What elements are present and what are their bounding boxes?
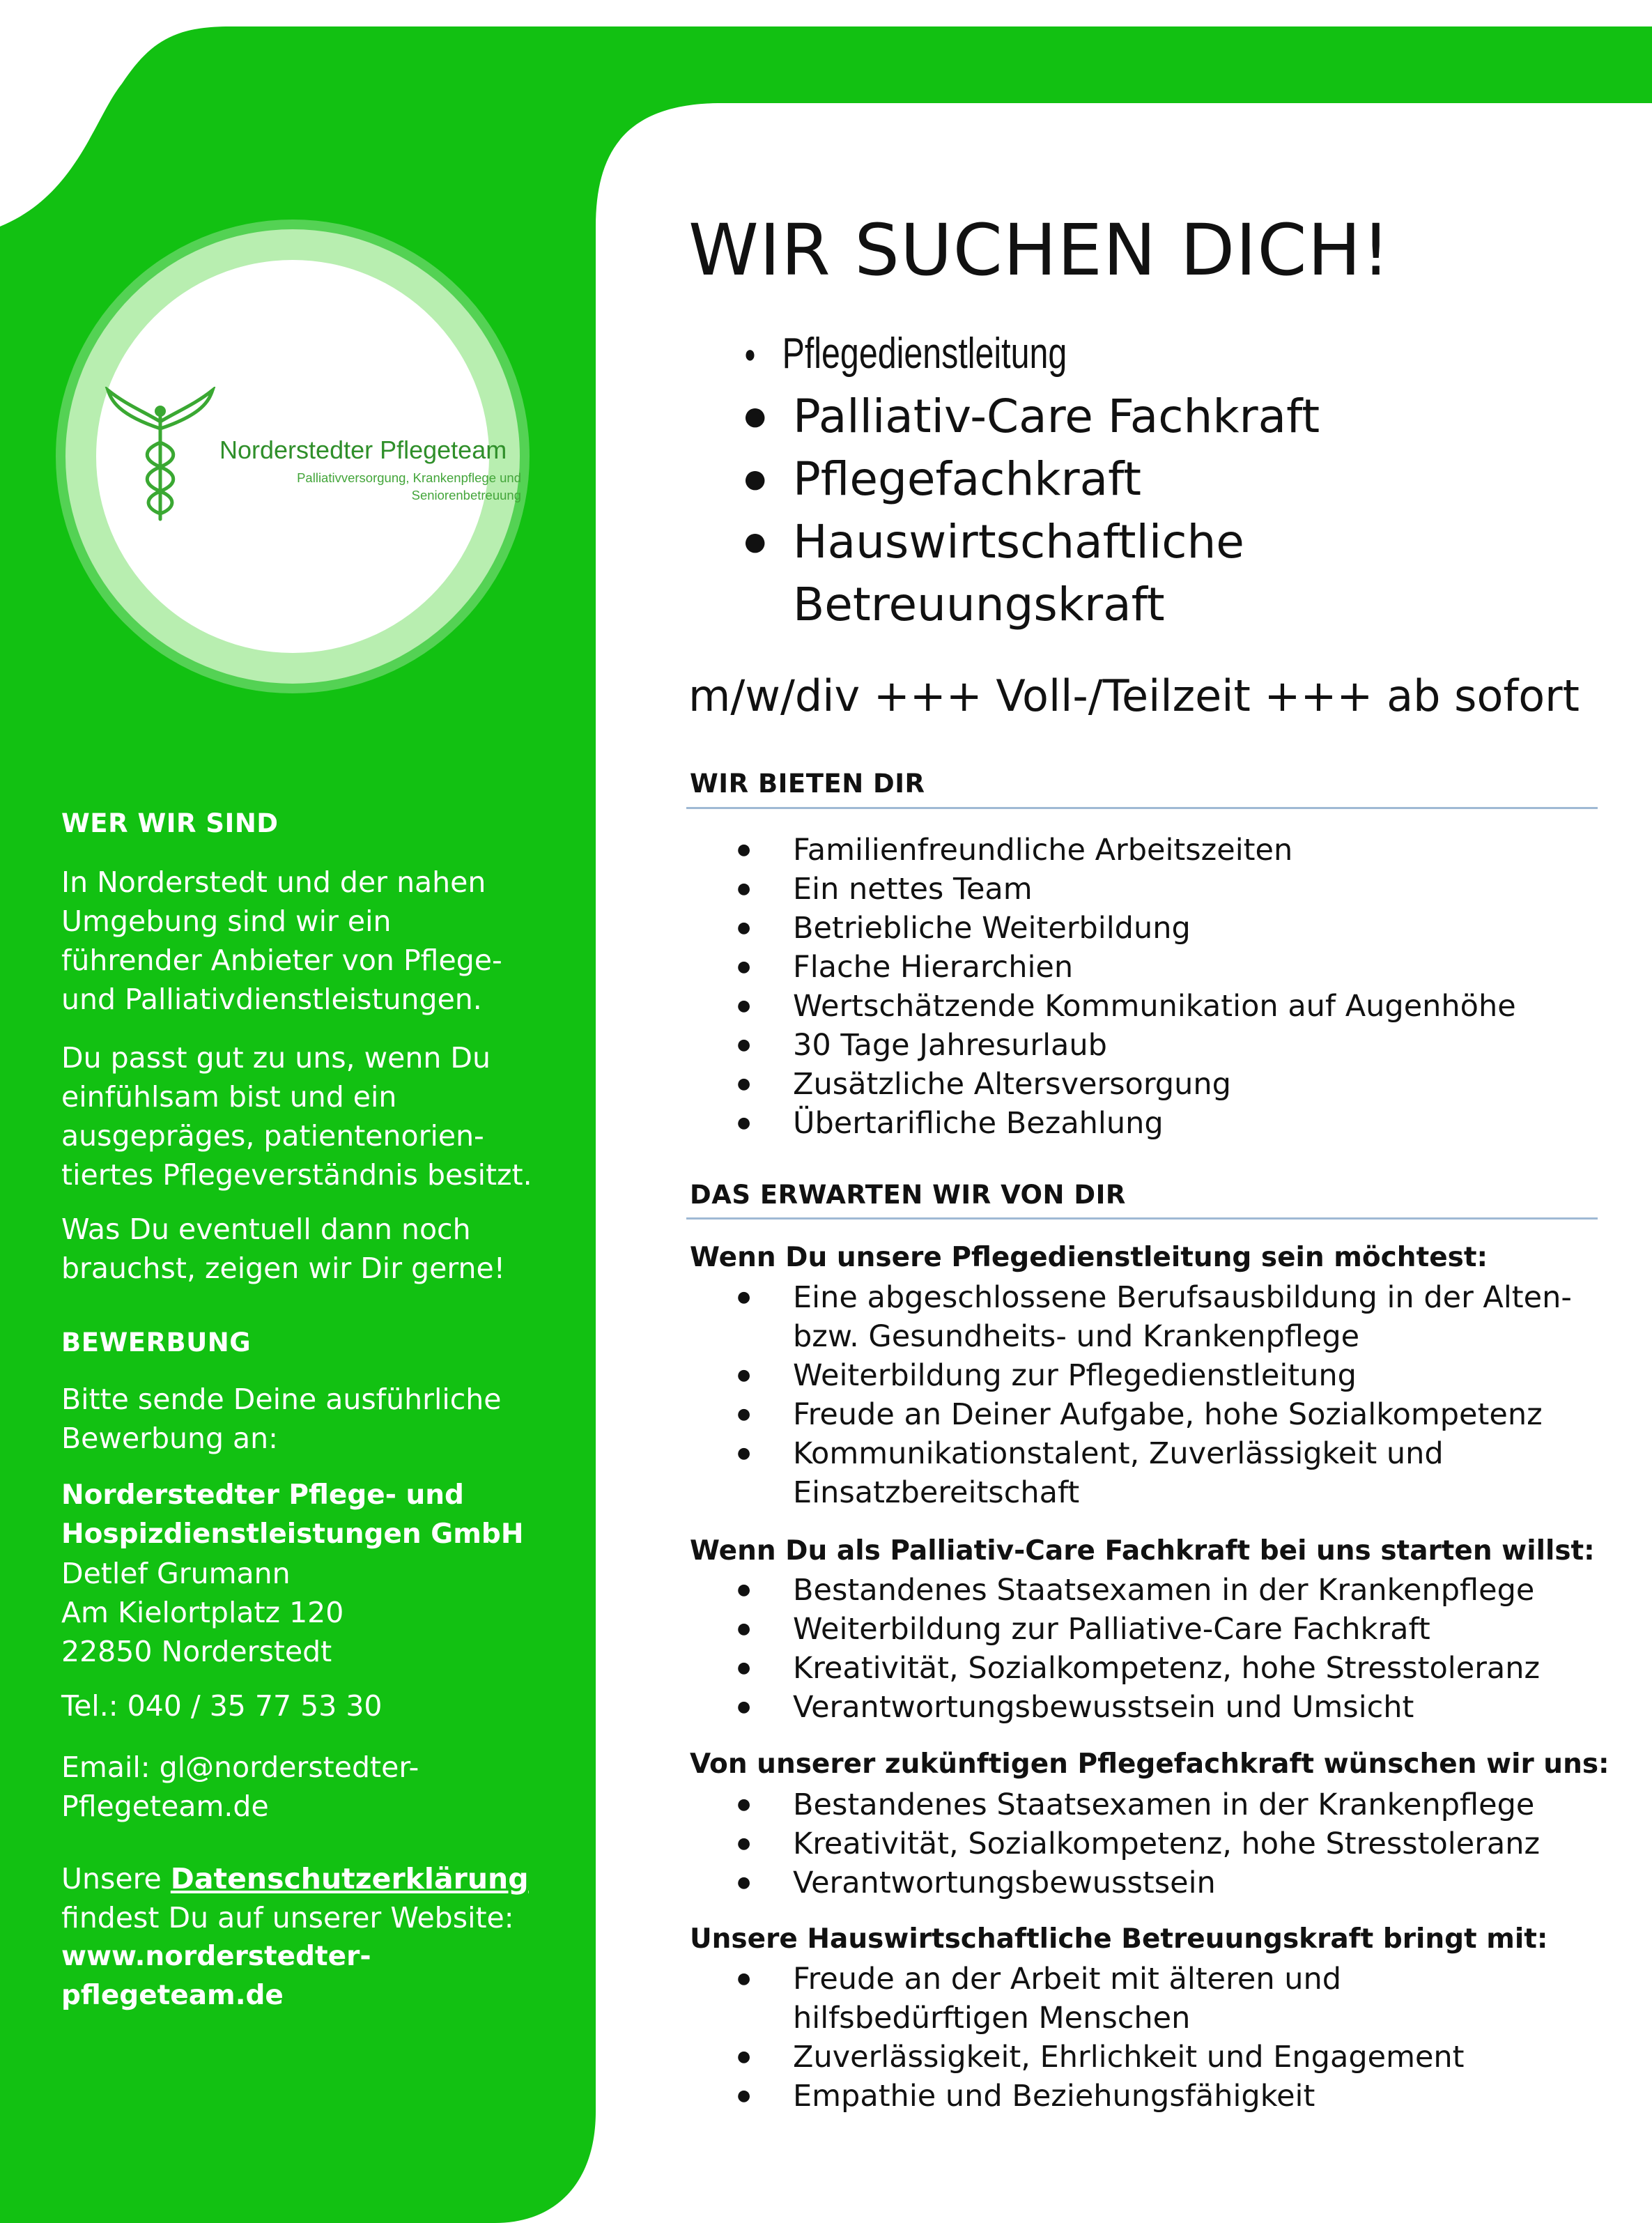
privacy-link[interactable]: Datenschutzerklärung — [170, 1862, 529, 1895]
privacy-note: Unsere Datenschutzerklärung findest Du auf unserer Website: — [61, 1862, 529, 1934]
list-item: ● Freude an der Arbeit mit älteren und — [737, 1960, 1465, 1999]
application-heading: BEWERBUNG — [61, 1328, 252, 1357]
group-title-housekeeping: Unsere Hauswirtschaftliche Betreuungskraft bringt mit: — [690, 1923, 1548, 1955]
requirements-list — [737, 1785, 1540, 1902]
list-item: ● Zuverlässigkeit, Ehrlichkeit und Engagement — [737, 2038, 1465, 2077]
offer-heading: WIR BIETEN DIR — [690, 769, 925, 799]
phone-number: Tel.: 040 / 35 77 53 30 — [61, 1689, 383, 1723]
list-item-continued: hilfsbedürftigen Menschen — [793, 2001, 1191, 2036]
list-item: ● Zusätzliche Altersversorgung — [737, 1065, 1516, 1104]
position-item-continued: Betreuungskraft — [793, 578, 1165, 631]
application-intro: Bitte sende Deine ausführliche Bewerbung an: — [61, 1383, 502, 1455]
list-item: ● Ein nettes Team — [737, 870, 1516, 909]
list-item: ● Kreativität, Sozialkompetenz, hohe Stresstoleranz — [737, 1649, 1540, 1688]
about-paragraph-2: Du passt gut zu uns, wenn Du einfühlsam bist und ein ausgepräges, patientenorien- tiertes Pflegeverständnis besitzt. — [61, 1041, 532, 1192]
list-item: ● Weiterbildung zur Pflegedienstleitung — [737, 1356, 1572, 1395]
list-item: ● 30 Tage Jahresurlaub — [737, 1026, 1516, 1065]
list-item: ● Eine abgeschlossene Berufsausbildung in der Alten- — [737, 1278, 1572, 1317]
list-item: ● Familienfreundliche Arbeitszeiten — [737, 831, 1516, 870]
email-address[interactable]: Email: gl@norderstedter- Pflegeteam.de — [61, 1751, 419, 1823]
position-item: ● Hauswirtschaftliche — [744, 511, 1320, 574]
position-item: ● Palliativ-Care Fachkraft — [744, 385, 1320, 448]
about-paragraph-3: Was Du eventuell dann noch brauchst, zeigen wir Dir gerne! — [61, 1213, 506, 1285]
expect-heading: DAS ERWARTEN WIR VON DIR — [690, 1180, 1126, 1210]
logo-name: Norderstedter Pflegeteam — [219, 436, 507, 464]
offer-divider — [686, 807, 1598, 809]
employment-conditions: m/w/div +++ Voll-/Teilzeit +++ ab sofort — [688, 670, 1580, 721]
list-item: ● Kommunikationstalent, Zuverlässigkeit und — [737, 1434, 1572, 1473]
list-item-continued: bzw. Gesundheits- und Krankenpflege — [793, 1319, 1360, 1354]
offer-list — [737, 831, 1516, 1143]
list-item: ● Kreativität, Sozialkompetenz, hohe Stresstoleranz — [737, 1824, 1540, 1863]
logo-subtitle: Palliativversorgung, Krankenpflege und Seniorenbetreuung — [297, 470, 521, 502]
requirements-list — [737, 1278, 1572, 1512]
expect-divider — [686, 1217, 1598, 1220]
website-link[interactable]: www.norderstedter- pflegeteam.de — [61, 1941, 371, 2011]
position-item: ● Pflegedienstleitung — [744, 323, 1193, 385]
position-item: ● Pflegefachkraft — [744, 448, 1320, 511]
list-item: ● Wertschätzende Kommunikation auf Augenhöhe — [737, 987, 1516, 1026]
list-item: ● Weiterbildung zur Palliative-Care Fachkraft — [737, 1610, 1540, 1649]
list-item: ● Verantwortungsbewusstsein und Umsicht — [737, 1688, 1540, 1727]
list-item: ● Verantwortungsbewusstsein — [737, 1863, 1540, 1902]
list-item: ● Übertarifliche Bezahlung — [737, 1104, 1516, 1143]
list-item: ● Flache Hierarchien — [737, 948, 1516, 987]
list-item: ● Betriebliche Weiterbildung — [737, 909, 1516, 948]
group-title-nurse: Von unserer zukünftigen Pflegefachkraft wünschen wir uns: — [690, 1748, 1609, 1780]
requirements-list — [737, 1571, 1540, 1727]
logo-circle — [56, 220, 530, 693]
group-title-pdl: Wenn Du unsere Pflegedienstleitung sein möchtest: — [690, 1242, 1488, 1273]
requirements-list — [737, 1960, 1465, 2116]
page-title: WIR SUCHEN DICH! — [688, 209, 1391, 292]
positions-list — [744, 323, 1320, 636]
caduceus-icon — [105, 387, 216, 526]
list-item: ● Bestandenes Staatsexamen in der Krankenpflege — [737, 1785, 1540, 1824]
about-heading: WER WIR SIND — [61, 808, 279, 838]
list-item: ● Freude an Deiner Aufgabe, hohe Sozialkompetenz — [737, 1395, 1572, 1434]
list-item-continued: Einsatzbereitschaft — [793, 1475, 1080, 1510]
list-item: ● Bestandenes Staatsexamen in der Krankenpflege — [737, 1571, 1540, 1610]
company-name: Norderstedter Pflege- und Hospizdienstleistungen GmbH — [61, 1479, 524, 1550]
postal-address: Detlef Grumann Am Kielortplatz 120 22850 Norderstedt — [61, 1557, 344, 1668]
group-title-palliative: Wenn Du als Palliativ-Care Fachkraft bei uns starten willst: — [690, 1535, 1595, 1567]
list-item: ● Empathie und Beziehungsfähigkeit — [737, 2077, 1465, 2116]
about-paragraph-1: In Norderstedt und der nahen Umgebung sind wir ein führender Anbieter von Pflege- und Palliativdienstleistungen. — [61, 866, 502, 1016]
